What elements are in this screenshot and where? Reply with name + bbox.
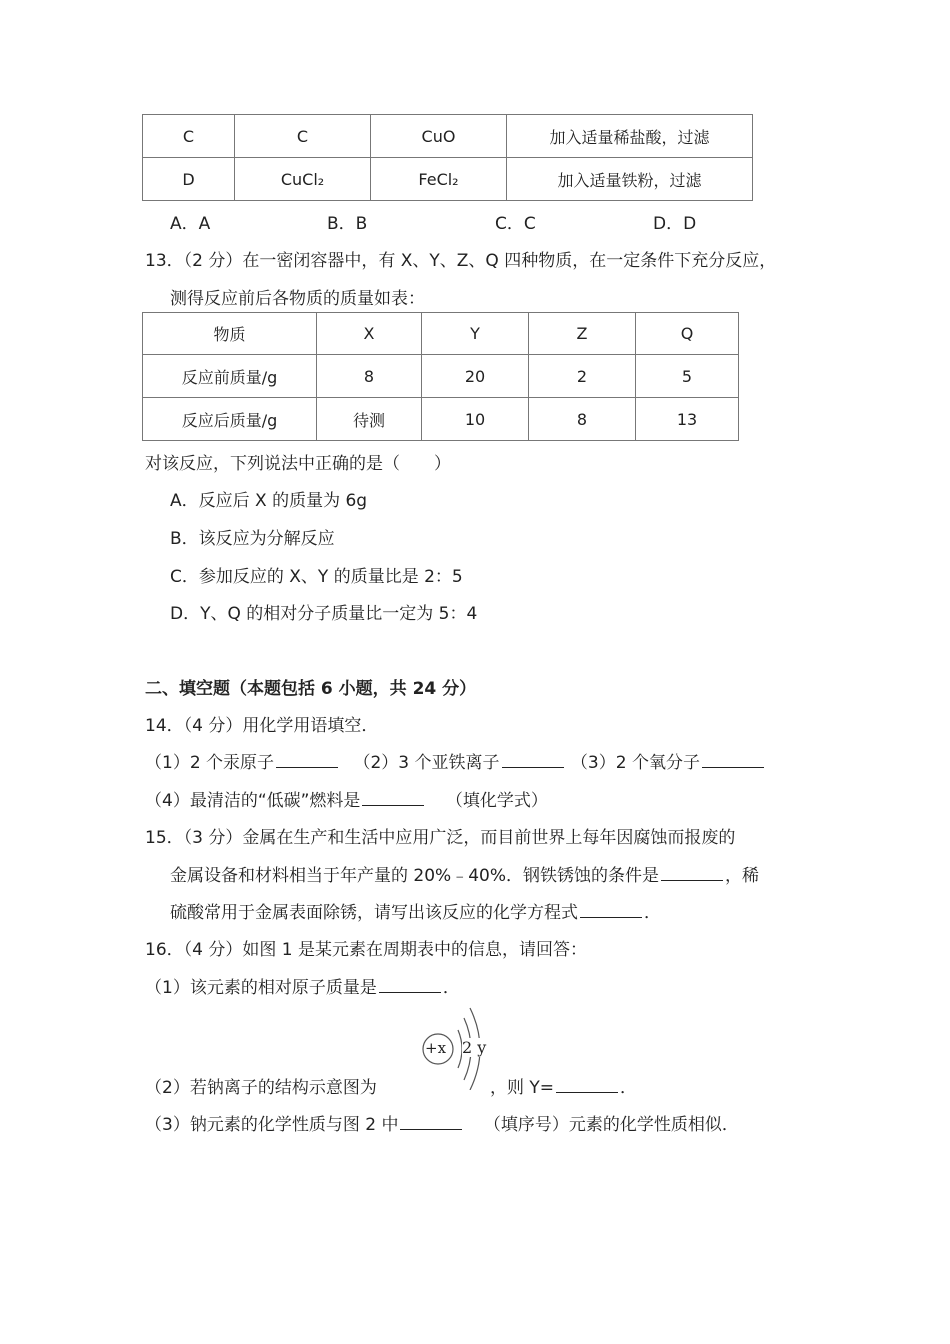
answer-blank[interactable] — [702, 753, 764, 768]
table-row — [143, 158, 753, 201]
table-cell: 13 — [636, 398, 739, 441]
table-header-row — [143, 313, 739, 355]
q13-option-c: C．参加反应的 X、Y 的质量比是 2：5 — [170, 567, 463, 587]
q15-line3 — [170, 898, 661, 923]
table-cell: 待测 — [317, 398, 422, 441]
q15-line1: 15．（3 分）金属在生产和生活中应用广泛，而目前世界上每年因腐蚀而报废的 — [145, 828, 736, 848]
table-header-cell: Z — [529, 313, 636, 355]
q14-part2: （2）3 个亚铁离子 — [353, 753, 500, 773]
table-cell: 10 — [422, 398, 529, 441]
q13-option-d: D．Y、Q 的相对分子质量比一定为 5：4 — [170, 604, 478, 624]
table-header-cell: X — [317, 313, 422, 355]
q14-part3: （3）2 个氧分子 — [570, 753, 700, 773]
table-cell: 反应前质量/g — [143, 355, 317, 398]
answer-blank[interactable] — [276, 753, 338, 768]
table-cell: 8 — [529, 398, 636, 441]
q14-part1: （1）2 个汞原子 — [145, 753, 275, 773]
q16-part1: （1）该元素的相对原子质量是 — [145, 978, 377, 998]
q15-line2-tail: ，稀 — [724, 866, 759, 886]
q14-part4-tail: （填化学式） — [445, 791, 548, 811]
q16-part3: （3）钠元素的化学性质与图 2 中 — [145, 1115, 399, 1135]
q14-stem: 14．（4 分）用化学用语填空． — [145, 716, 379, 736]
q15-line2-text: 金属设备和材料相当于年产量的 20%﹣40%．钢铁锈蚀的条件是 — [170, 866, 659, 886]
q12-option-c: C．C — [495, 214, 536, 234]
answer-blank[interactable] — [379, 978, 441, 993]
table-cell: C — [143, 115, 235, 158]
table-cell: 8 — [317, 355, 422, 398]
answer-blank[interactable] — [661, 866, 723, 881]
table-cell: D — [143, 158, 235, 201]
table-cell: CuO — [371, 115, 507, 158]
q14-line2 — [145, 786, 548, 811]
q14-part4: （4）最清洁的“低碳”燃料是 — [145, 791, 361, 811]
electron-count-label: 2 y — [462, 1038, 487, 1057]
table-header-cell: Y — [422, 313, 529, 355]
q16-part2: （2）若钠离子的结构示意图为 — [145, 1078, 377, 1098]
q12-table — [142, 114, 753, 201]
q16-part2-tail: ，则 Y= — [490, 1078, 555, 1098]
q15-line3-text: 硫酸常用于金属表面除锈，请写出该反应的化学方程式 — [170, 903, 578, 923]
q13-question: 对该反应，下列说法中正确的是（ ） — [145, 454, 451, 474]
table-cell: 20 — [422, 355, 529, 398]
answer-blank[interactable] — [362, 791, 424, 806]
q16-line1 — [145, 973, 460, 998]
table-row — [143, 115, 753, 158]
answer-blank[interactable] — [502, 753, 564, 768]
table-header-cell: 物质 — [143, 313, 317, 355]
table-cell: 2 — [529, 355, 636, 398]
table-header-cell: Q — [636, 313, 739, 355]
q13-option-b: B．该反应为分解反应 — [170, 529, 335, 549]
section-title: 二、填空题（本题包括 6 小题，共 24 分） — [145, 679, 477, 699]
table-cell: 加入适量铁粉，过滤 — [507, 158, 753, 201]
q14-line1 — [145, 748, 766, 773]
q16-line3 — [145, 1110, 739, 1135]
q12-option-a: A．A — [170, 214, 211, 234]
q16-part2-end: ． — [620, 1078, 638, 1098]
table-row — [143, 398, 739, 441]
answer-blank[interactable] — [556, 1078, 618, 1093]
q13-table — [142, 312, 739, 441]
q15-line3-tail: ． — [644, 903, 661, 923]
nucleus-label: +x — [425, 1039, 447, 1057]
answer-blank[interactable] — [580, 903, 642, 918]
table-row — [143, 355, 739, 398]
table-cell: CuCl₂ — [235, 158, 371, 201]
table-cell: 5 — [636, 355, 739, 398]
q13-stem-line2: 测得反应前后各物质的质量如表： — [170, 289, 425, 309]
q16-part2-right — [490, 1073, 637, 1098]
table-cell: C — [235, 115, 371, 158]
table-cell: 加入适量稀盐酸，过滤 — [507, 115, 753, 158]
q16-part3-tail: （填序号）元素的化学性质相似． — [483, 1115, 739, 1135]
q15-line2 — [170, 861, 759, 886]
table-cell: 反应后质量/g — [143, 398, 317, 441]
table-cell: FeCl₂ — [371, 158, 507, 201]
q12-option-d: D．D — [653, 214, 697, 234]
q12-option-b: B．B — [327, 214, 368, 234]
q16-part1-tail: ． — [442, 978, 460, 998]
q13-stem-line1: 13．（2 分）在一密闭容器中，有 X、Y、Z、Q 四种物质，在一定条件下充分反应， — [145, 251, 777, 271]
q13-option-a: A．反应后 X 的质量为 6g — [170, 491, 368, 511]
answer-blank[interactable] — [400, 1115, 462, 1130]
ion-structure-diagram — [418, 1004, 494, 1090]
q16-stem: 16．（4 分）如图 1 是某元素在周期表中的信息，请回答： — [145, 940, 587, 960]
